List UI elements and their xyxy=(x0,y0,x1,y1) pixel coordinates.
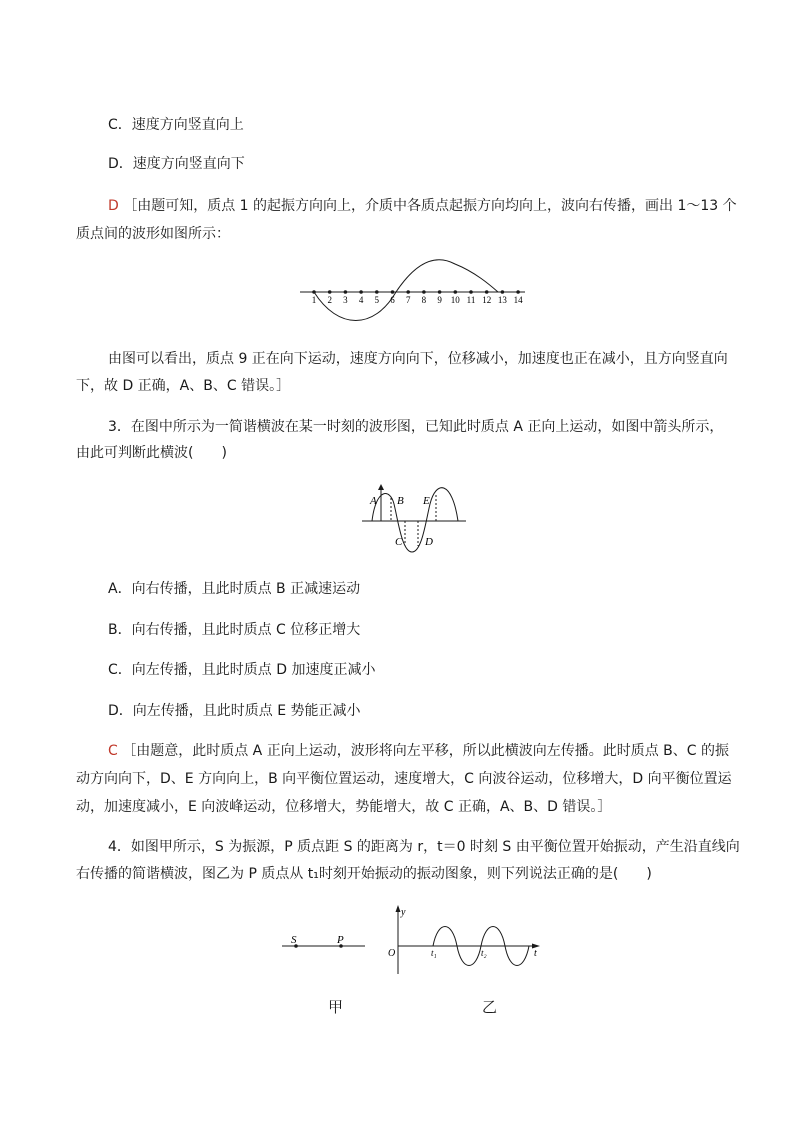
q2-point-label: 8 xyxy=(421,295,427,305)
q3-explanation-text: ［由题意，此时质点 A 正向上运动，波形将向左平移，所以此横波向左传播。此时质点 B、C 的振 xyxy=(122,743,729,759)
q2-point-label: 13 xyxy=(497,295,507,305)
q4-jia-label-p: P xyxy=(337,934,344,946)
q4-yi-label-o: O xyxy=(388,948,396,959)
q2-point-label: 12 xyxy=(482,295,492,305)
q2-point-label: 3 xyxy=(343,295,348,305)
q4-yi-label-t2: t₂ xyxy=(481,948,487,958)
q2-explanation-text: ［由题可知，质点 1 的起振方向向上，介质中各质点起振方向均向上，波向右传播，画出 1～13 个 xyxy=(123,198,737,214)
q3-label-b: B xyxy=(397,495,404,507)
q2-option-c: C．速度方向竖直向上 xyxy=(108,117,244,133)
q4-yi-label-y: y xyxy=(401,907,406,918)
q4-yi-label-t1: t₁ xyxy=(431,948,437,958)
q3-option-d: D．向左传播，且此时质点 E 势能正减小 xyxy=(108,703,361,719)
q3-option-c: C．向左传播，且此时质点 D 加速度正减小 xyxy=(108,662,376,678)
q2-point-label: 2 xyxy=(327,295,332,305)
q2-point-label: 9 xyxy=(437,295,442,305)
q3-explanation-line3: 动，加速度减小，E 向波峰运动，位移增大，势能增大，故 C 正确，A、B、D 错误。］ xyxy=(76,799,612,815)
q2-point-label: 7 xyxy=(405,295,411,305)
q4-stem-line2: 右传播的简谐横波，图乙为 P 质点从 t₁时刻开始振动的振动图象，则下列说法正确的是( ) xyxy=(76,866,652,882)
q4-caption-jia: 甲 xyxy=(328,998,344,1016)
q3-answer-letter: C xyxy=(108,743,118,759)
q2-point-label: 5 xyxy=(374,295,380,305)
q2-point-label: 4 xyxy=(358,295,364,305)
q2-option-d: D．速度方向竖直向下 xyxy=(108,156,245,172)
q4-jia-label-s: S xyxy=(291,934,297,946)
q3-stem-line2: 由此可判断此横波( ) xyxy=(76,445,227,461)
q4-yi-y-arrow-icon xyxy=(396,905,401,912)
q2-explanation-line2: 质点间的波形如图所示： xyxy=(76,226,230,242)
q3-explanation-line2: 动方向向下，D、E 方向向上，B 向平衡位置运动，速度增大，C 向波谷运动，位移增大，D 向平衡位置运 xyxy=(76,771,732,787)
q4-yi-label-t: t xyxy=(534,948,537,959)
q2-point-label: 14 xyxy=(513,295,523,305)
q3-label-d: D xyxy=(425,536,433,548)
q2-conclusion-line1: 由图可以看出，质点 9 正在向下运动，速度方向向下，位移减小，加速度也正在减小，且方向竖直向 xyxy=(108,351,728,367)
q2-conclusion-line2: 下，故 D 正确，A、B、C 错误。］ xyxy=(76,378,291,394)
q2-answer-letter: D xyxy=(108,198,119,214)
q3-option-a: A．向右传播，且此时质点 B 正减速运动 xyxy=(108,581,361,597)
q3-stem-line1: 3．在图中所示为一简谐横波在某一时刻的波形图，已知此时质点 A 正向上运动，如图中箭头所示， xyxy=(108,419,724,435)
q3-option-b: B．向右传播，且此时质点 C 位移正增大 xyxy=(108,622,361,638)
q3-label-c: C xyxy=(395,536,403,548)
q2-point-label: 11 xyxy=(466,295,476,305)
q2-point-label: 6 xyxy=(390,295,395,305)
q3-label-e: E xyxy=(423,495,430,507)
q2-point-label: 1 xyxy=(311,295,317,305)
q4-caption-yi: 乙 xyxy=(482,998,498,1016)
q2-point-label: 10 xyxy=(450,295,460,305)
q4-stem-line1: 4．如图甲所示，S 为振源，P 质点距 S 的距离为 r，t＝0 时刻 S 由平衡位置开始振动，产生沿直线向 xyxy=(108,839,740,855)
q3-label-a: A xyxy=(370,495,377,507)
